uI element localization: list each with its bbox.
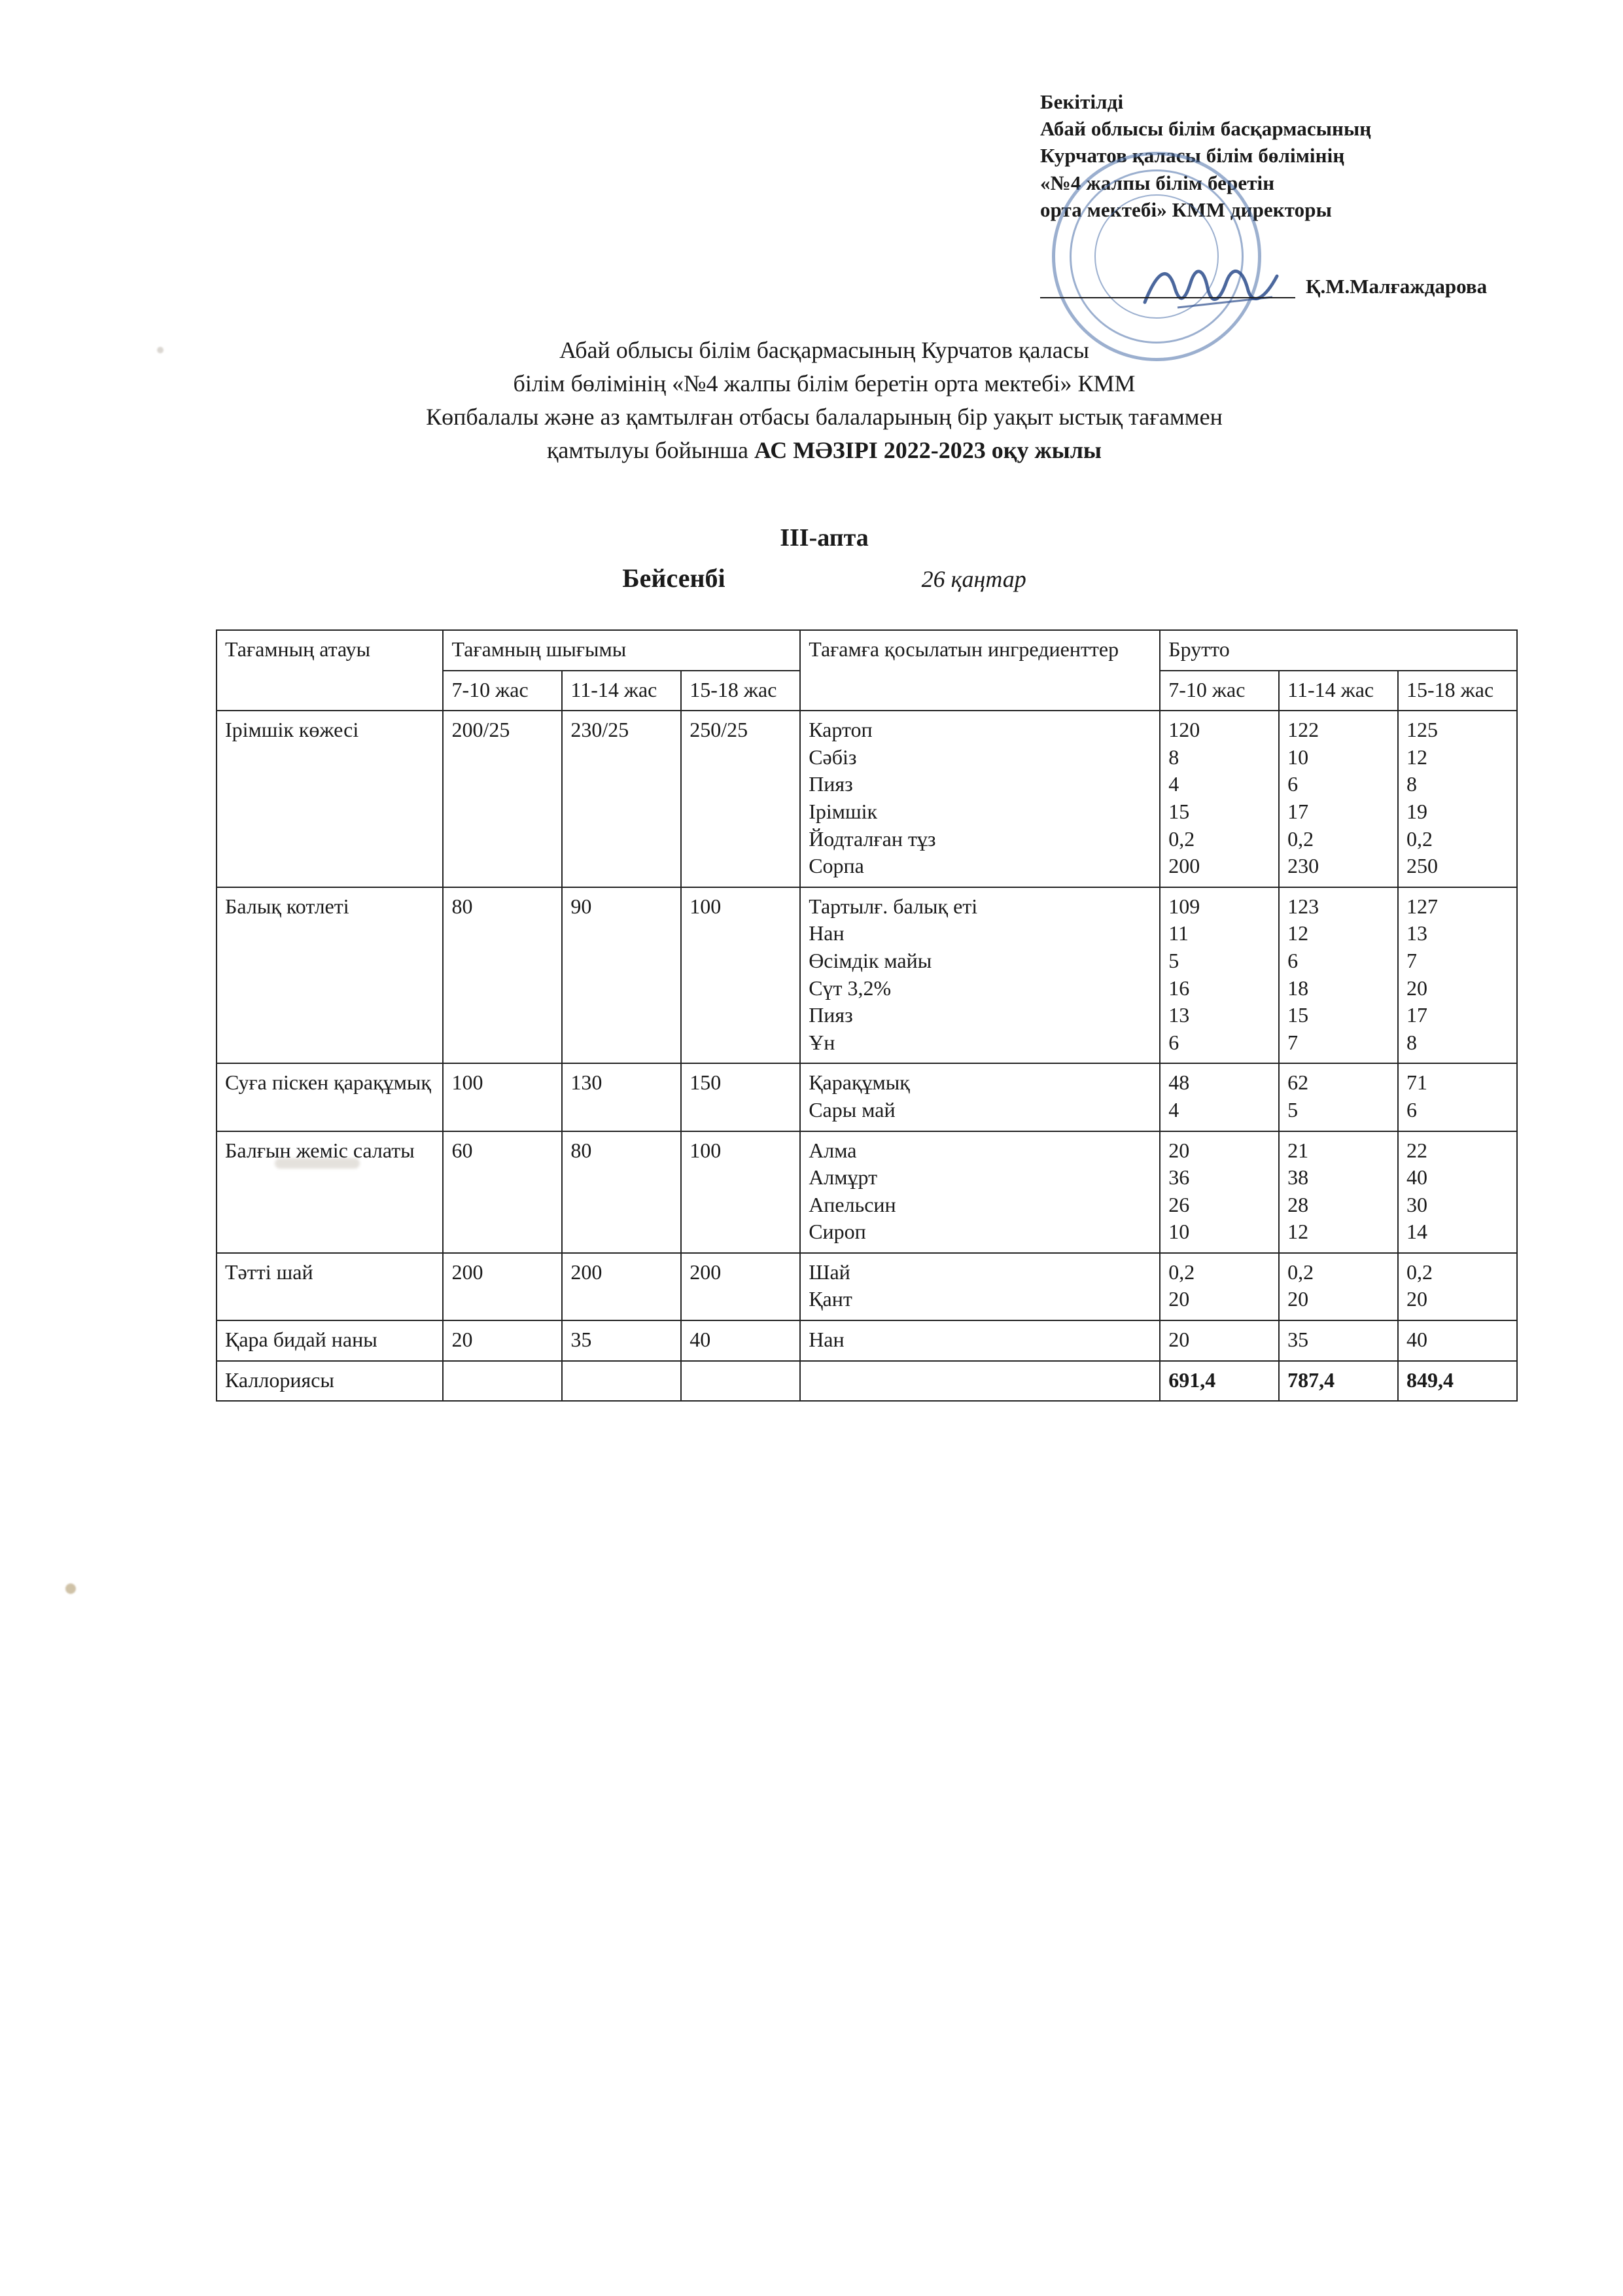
cell-brutto-15-18: 127 13 7 20 17 8 xyxy=(1398,887,1517,1064)
cell-brutto-15-18: 0,2 20 xyxy=(1398,1253,1517,1320)
heading-line-1: Абай облысы білім басқармасының Курчатов қаласы xyxy=(559,337,1089,363)
cell-ingredients: Алма Алмұрт Апельсин Сироп xyxy=(800,1131,1160,1253)
document-heading xyxy=(196,334,1452,467)
cell-out-11-14: 230/25 xyxy=(562,711,681,887)
cell-dish: Тәтті шай xyxy=(217,1253,443,1320)
cell-brutto-11-14: 122 10 6 17 0,2 230 xyxy=(1279,711,1398,887)
cell-out-15-18: 100 xyxy=(681,1131,800,1253)
header-output-group: Тағамның шығымы xyxy=(443,630,800,671)
heading-line-4 xyxy=(196,434,1452,467)
table-row xyxy=(217,1320,1517,1361)
approval-line-5: орта мектебі» КММ директоры xyxy=(1040,198,1332,221)
signer-name: Қ.М.Малғаждарова xyxy=(1306,275,1488,298)
approval-line-1: Бекітілді xyxy=(1040,90,1124,113)
cell-brutto-7-10: 48 4 xyxy=(1160,1063,1279,1131)
day-name: Бейсенбі xyxy=(622,563,725,593)
cell-out-15-18: 40 xyxy=(681,1320,800,1361)
cell-out-15-18: 200 xyxy=(681,1253,800,1320)
table-row xyxy=(217,1131,1517,1253)
cell-brutto-7-10: 120 8 4 15 0,2 200 xyxy=(1160,711,1279,887)
table-header-row-1 xyxy=(217,630,1517,671)
header-ingredients: Тағамға қосылатын ингредиенттер xyxy=(800,630,1160,711)
cell-brutto-7-10: 0,2 20 xyxy=(1160,1253,1279,1320)
header-brutto-age-11-14: 11-14 жас xyxy=(1279,671,1398,711)
cell-total-15-18: 849,4 xyxy=(1398,1361,1517,1402)
heading-line-2: білім бөлімінің «№4 жалпы білім беретін орта мектебі» КММ xyxy=(513,370,1136,397)
cell-brutto-15-18: 40 xyxy=(1398,1320,1517,1361)
header-out-age-11-14: 11-14 жас xyxy=(562,671,681,711)
cell-brutto-11-14: 0,2 20 xyxy=(1279,1253,1398,1320)
approval-block xyxy=(1040,88,1583,223)
table-body xyxy=(217,711,1517,1401)
cell-total-7-10: 691,4 xyxy=(1160,1361,1279,1402)
cell-out-7-10: 80 xyxy=(443,887,562,1064)
cell-out-7-10: 200 xyxy=(443,1253,562,1320)
cell-ingredients: Картоп Сәбіз Пияз Ірімшік Йодталған тұз Сорпа xyxy=(800,711,1160,887)
scan-artifact xyxy=(157,347,164,353)
cell-out-15-18: 150 xyxy=(681,1063,800,1131)
cell-out-11-14: 130 xyxy=(562,1063,681,1131)
cell-out-7-10: 100 xyxy=(443,1063,562,1131)
cell-brutto-15-18: 22 40 30 14 xyxy=(1398,1131,1517,1253)
cell-total-11-14: 787,4 xyxy=(1279,1361,1398,1402)
cell-total-out-11-14 xyxy=(562,1361,681,1402)
cell-out-11-14: 90 xyxy=(562,887,681,1064)
cell-out-7-10: 60 xyxy=(443,1131,562,1253)
approval-line-2: Абай облысы білім басқармасының xyxy=(1040,117,1372,141)
cell-total-ingredients xyxy=(800,1361,1160,1402)
cell-dish: Балғын жеміс салаты xyxy=(217,1131,443,1253)
header-out-age-15-18: 15-18 жас xyxy=(681,671,800,711)
approval-line-3: Курчатов қаласы білім бөлімінің xyxy=(1040,144,1345,168)
cell-out-11-14: 200 xyxy=(562,1253,681,1320)
heading-line-4-prefix: қамтылуы бойынша xyxy=(546,437,754,464)
table-row xyxy=(217,1063,1517,1131)
week-label: III-апта xyxy=(780,524,869,552)
cell-out-15-18: 250/25 xyxy=(681,711,800,887)
header-brutto-group: Брутто xyxy=(1160,630,1517,671)
cell-out-7-10: 200/25 xyxy=(443,711,562,887)
approval-line-4: «№4 жалпы білім беретін xyxy=(1040,171,1275,194)
cell-brutto-11-14: 35 xyxy=(1279,1320,1398,1361)
signature-line xyxy=(1040,277,1295,298)
table-row xyxy=(217,1253,1517,1320)
cell-brutto-15-18: 71 6 xyxy=(1398,1063,1517,1131)
cell-out-15-18: 100 xyxy=(681,887,800,1064)
menu-title: АС МӘЗІРІ 2022-2023 оқу жылы xyxy=(754,437,1102,464)
cell-ingredients: Шай Қант xyxy=(800,1253,1160,1320)
scan-artifact xyxy=(65,1583,76,1594)
header-brutto-age-7-10: 7-10 жас xyxy=(1160,671,1279,711)
cell-out-11-14: 80 xyxy=(562,1131,681,1253)
cell-brutto-7-10: 20 36 26 10 xyxy=(1160,1131,1279,1253)
cell-dish: Ірімшік көжесі xyxy=(217,711,443,887)
cell-dish: Қара бидай наны xyxy=(217,1320,443,1361)
cell-brutto-15-18: 125 12 8 19 0,2 250 xyxy=(1398,711,1517,887)
table-row xyxy=(217,711,1517,887)
cell-brutto-11-14: 21 38 28 12 xyxy=(1279,1131,1398,1253)
cell-dish: Суға піскен қарақұмық xyxy=(217,1063,443,1131)
cell-dish: Балық котлеті xyxy=(217,887,443,1064)
header-dish: Тағамның атауы xyxy=(217,630,443,711)
menu-table xyxy=(216,629,1518,1402)
header-brutto-age-15-18: 15-18 жас xyxy=(1398,671,1517,711)
table-row-total xyxy=(217,1361,1517,1402)
cell-total-out-15-18 xyxy=(681,1361,800,1402)
heading-line-3: Көпбалалы және аз қамтылған отбасы балаларының бір уақыт ыстық тағаммен xyxy=(426,404,1223,431)
cell-brutto-11-14: 62 5 xyxy=(1279,1063,1398,1131)
cell-total-label: Каллориясы xyxy=(217,1361,443,1402)
cell-brutto-11-14: 123 12 6 18 15 7 xyxy=(1279,887,1398,1064)
cell-ingredients: Нан xyxy=(800,1320,1160,1361)
table-row xyxy=(217,887,1517,1064)
header-out-age-7-10: 7-10 жас xyxy=(443,671,562,711)
cell-out-7-10: 20 xyxy=(443,1320,562,1361)
cell-brutto-7-10: 20 xyxy=(1160,1320,1279,1361)
cell-out-11-14: 35 xyxy=(562,1320,681,1361)
cell-ingredients: Тартылғ. балық еті Нан Өсімдік майы Сүт 3,2% Пияз Ұн xyxy=(800,887,1160,1064)
day-row xyxy=(196,563,1452,593)
cell-ingredients: Қарақұмық Сары май xyxy=(800,1063,1160,1131)
cell-total-out-7-10 xyxy=(443,1361,562,1402)
cell-brutto-7-10: 109 11 5 16 13 6 xyxy=(1160,887,1279,1064)
day-date: 26 қаңтар xyxy=(921,566,1026,592)
signature-row xyxy=(1040,275,1583,298)
